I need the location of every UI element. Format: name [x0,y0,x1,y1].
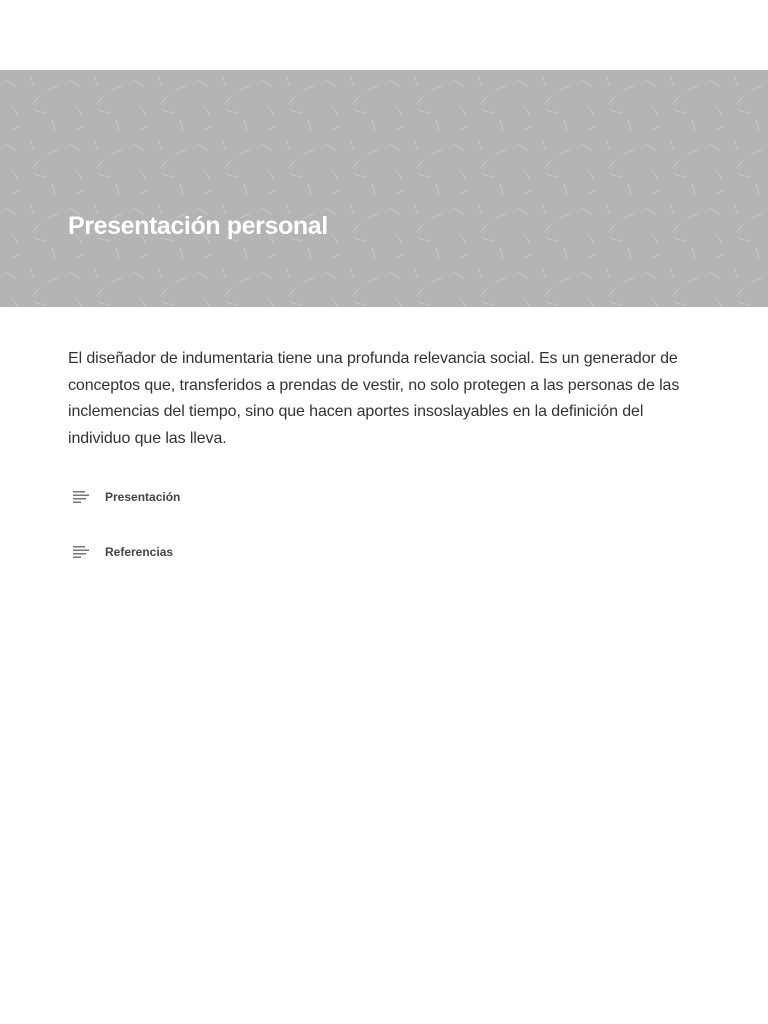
lines-icon [73,544,95,560]
page-title: Presentación personal [68,212,328,240]
intro-paragraph: El diseñador de indumentaria tiene una profunda relevancia social. Es un generador de conceptos que, transferidos a prendas de vestir, no solo protegen a las personas de las inclemencias del tiempo, sino que hacen aportes insoslayables en la definición del individuo que las lleva. [68,350,680,447]
lines-icon [73,489,95,505]
hero-pattern [0,70,768,307]
table-of-contents [68,480,468,590]
toc-item-label: Referencias [105,545,174,559]
toc-item-label: Presentación [105,490,181,504]
toc-item-presentacion[interactable] [68,480,468,514]
toc-item-referencias[interactable] [68,535,468,569]
hero-banner [0,70,768,307]
